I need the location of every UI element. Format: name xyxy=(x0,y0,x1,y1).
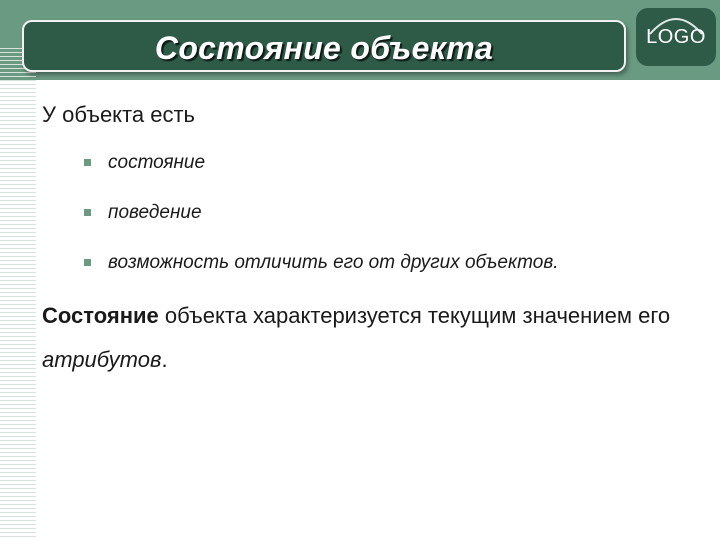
bullet-text: возможность отличить его от других объектов. xyxy=(108,252,559,273)
logo xyxy=(636,8,716,66)
title-box xyxy=(22,20,626,72)
bullet-text: поведение xyxy=(108,202,202,223)
square-bullet-icon xyxy=(84,259,91,266)
decorative-stripes xyxy=(0,48,36,540)
content xyxy=(42,102,712,128)
paragraph-end: . xyxy=(161,347,168,372)
logo-text: LOGO xyxy=(646,26,706,48)
paragraph-bold-term: Состояние xyxy=(42,303,159,328)
paragraph-italic-term: атрибутов xyxy=(42,347,162,372)
paragraph-text: объекта характеризуется текущим значением его xyxy=(158,303,671,328)
square-bullet-icon xyxy=(84,209,91,216)
list-item xyxy=(84,202,559,252)
list-item xyxy=(84,152,559,202)
bullet-text: состояние xyxy=(108,152,206,173)
square-bullet-icon xyxy=(84,159,91,166)
slide-title: Состояние объекта xyxy=(154,30,494,66)
intro-text: У объекта есть xyxy=(42,102,196,127)
state-paragraph xyxy=(42,294,702,382)
bullet-list xyxy=(84,152,559,302)
